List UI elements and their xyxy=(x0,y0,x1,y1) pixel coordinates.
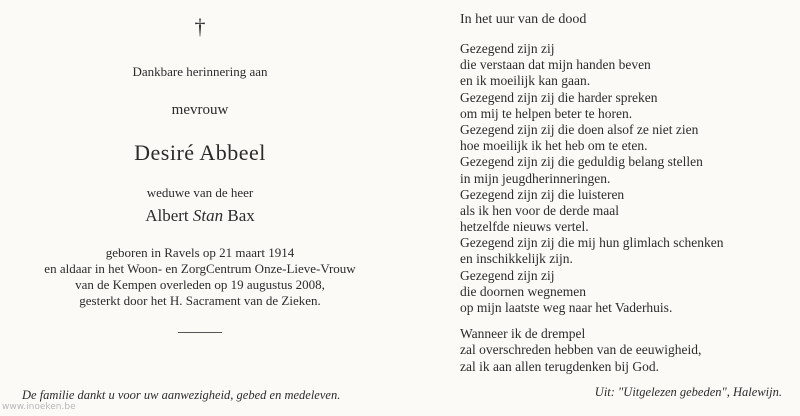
poem-line: en ik moeilijk kan gaan. xyxy=(460,73,591,89)
family-thanks: De familie dankt u voor uw aanwezigheid, gebed en medeleven. xyxy=(22,388,341,402)
poem-line: Wanneer ik de drempel xyxy=(460,326,586,342)
poem-line: hetzelfde nieuws vertel. xyxy=(460,219,589,235)
poem-line: op mijn laatste weg naar het Vaderhuis. xyxy=(460,300,673,315)
watermark: www.inoeken.be xyxy=(2,402,76,412)
poem-title: In het uur van de dood xyxy=(460,12,587,27)
poem-line: Gezegend zijn zij xyxy=(460,267,555,283)
husband-name xyxy=(0,206,400,226)
intro-text: Dankbare herinnering aan xyxy=(132,64,268,79)
cross-icon: † xyxy=(194,14,206,39)
stanza-gap xyxy=(460,316,724,326)
poem-line: die doornen wegnemen xyxy=(460,283,586,299)
husband-nickname: Stan xyxy=(192,206,224,225)
bio-line-2: en aldaar in het Woon- en ZorgCentrum Onze-Lieve-Vrouw xyxy=(44,261,356,276)
poem-body xyxy=(460,41,724,375)
bio-line-4: gesterkt door het H. Sacrament van de Zieken. xyxy=(79,293,321,308)
poem-line: zal overschreden hebben van de eeuwigheid, xyxy=(460,342,702,358)
poem-line: hoe moeilijk ik het heb om te eten. xyxy=(460,138,648,154)
poem-line: Gezegend zijn zij xyxy=(460,41,555,56)
poem-line: zal ik aan allen terugdenken bij God. xyxy=(460,358,660,374)
poem-source: Uit: "Uitgelezen gebeden", Halewijn. xyxy=(594,385,782,399)
poem-line: Gezegend zijn zij die harder spreken xyxy=(460,89,658,105)
poem-line: als ik hen voor de derde maal xyxy=(460,202,619,218)
poem-line: Gezegend zijn zij die doen alsof ze niet zien xyxy=(460,121,699,137)
poem-line: in mijn jeugdherinneringen. xyxy=(460,170,611,186)
husband-first-name: Albert xyxy=(145,206,189,225)
poem-line: die verstaan dat mijn handen beven xyxy=(460,57,651,73)
widow-line: weduwe van de heer xyxy=(146,185,254,200)
husband-last-name: Bax xyxy=(227,206,255,225)
bio-line-1: geboren in Ravels op 21 maart 1914 xyxy=(105,245,295,260)
poem-line: Gezegend zijn zij die mij hun glimlach schenken xyxy=(460,235,724,251)
right-panel xyxy=(460,0,800,416)
deceased-name: Desiré Abbeel xyxy=(134,140,266,165)
honorific: mevrouw xyxy=(171,102,229,118)
bio-line-3: van de Kempen overleden op 19 augustus 2008, xyxy=(75,277,325,292)
poem-line: om mij te helpen beter te horen. xyxy=(460,105,633,121)
poem-line: Gezegend zijn zij die geduldig belang stellen xyxy=(460,154,703,170)
separator-dash xyxy=(178,332,222,333)
poem-line: en inschikkelijk zijn. xyxy=(460,251,573,267)
poem-line: Gezegend zijn zij die luisteren xyxy=(460,186,625,202)
